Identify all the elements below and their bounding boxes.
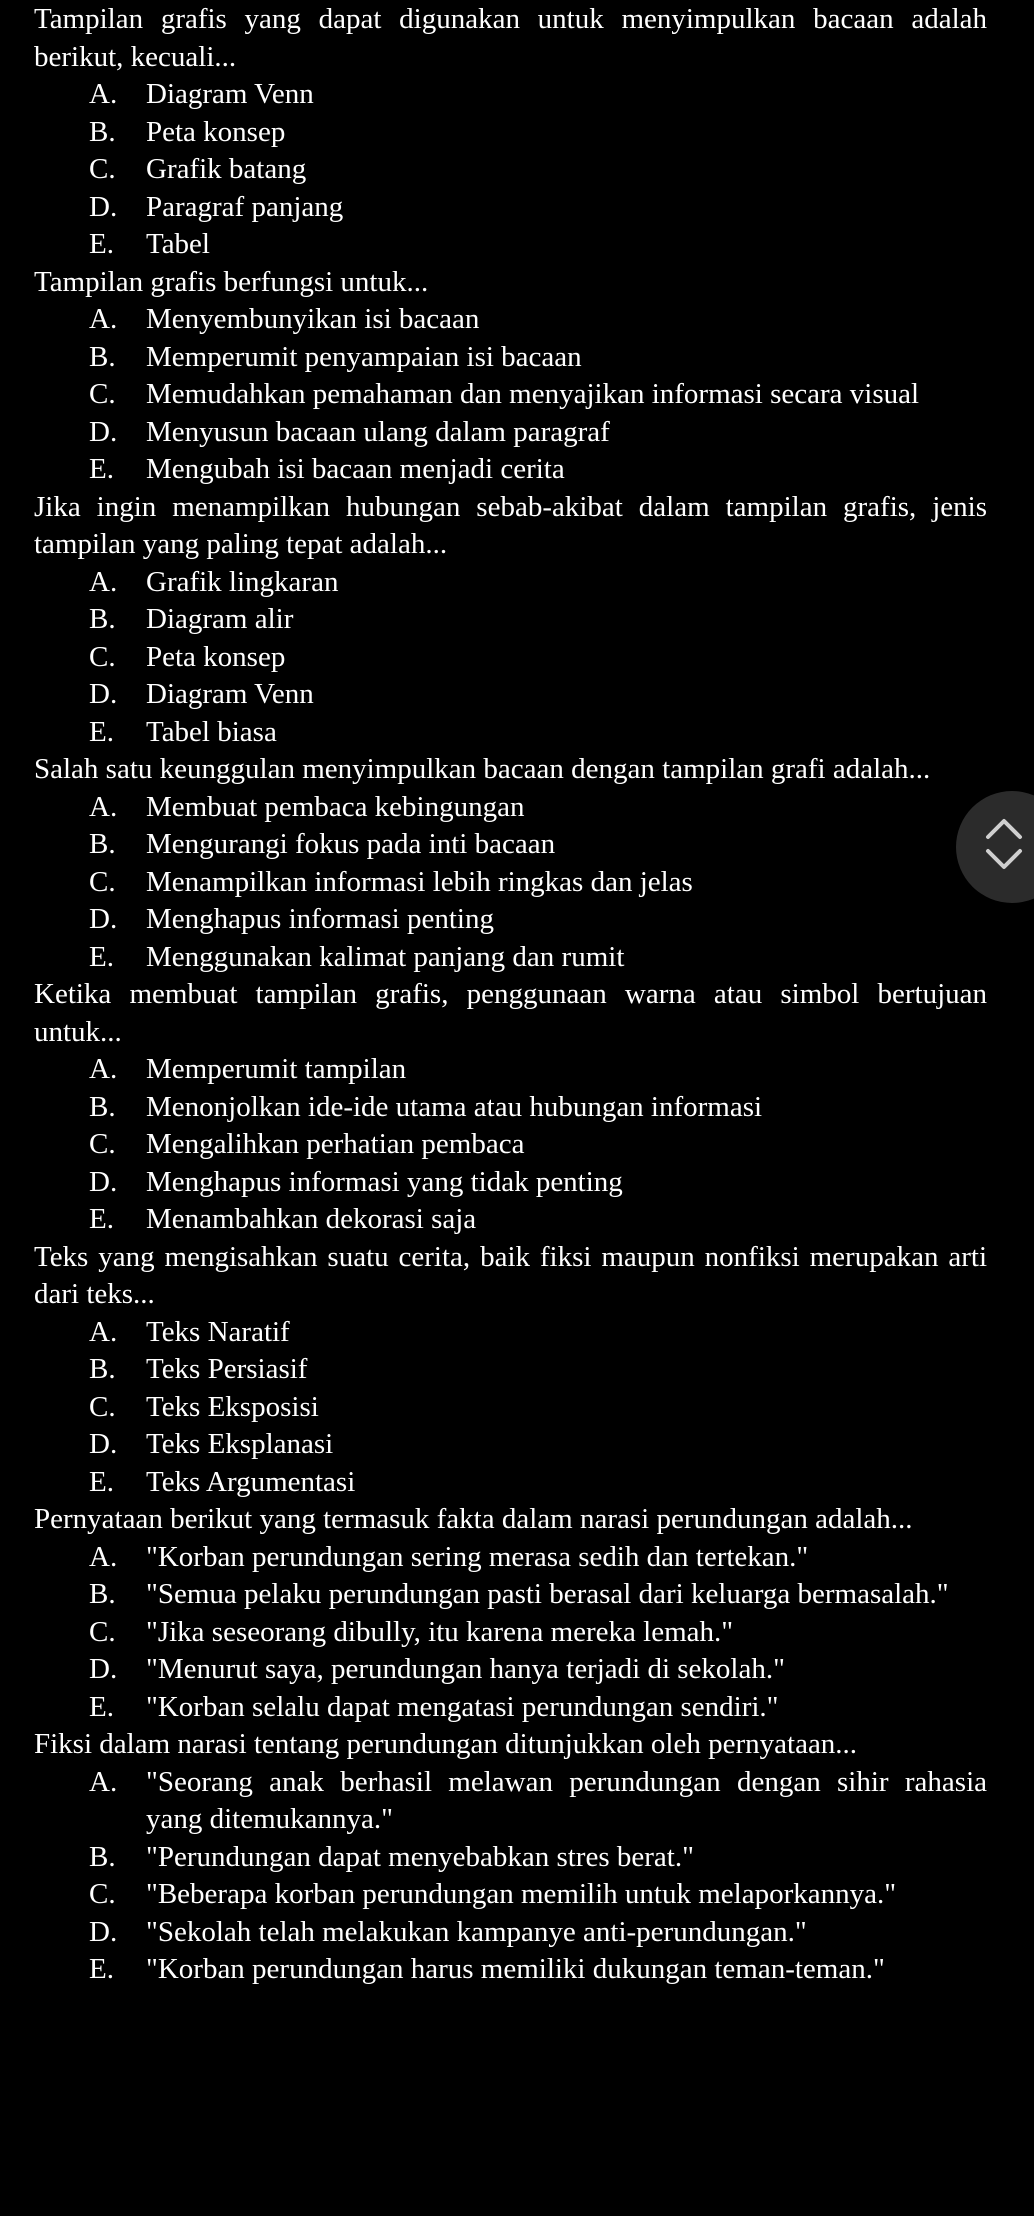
option-text: Menggunakan kalimat panjang dan rumit (146, 940, 625, 973)
answer-option (34, 226, 987, 264)
answer-option (34, 1614, 987, 1652)
question-block (34, 264, 987, 489)
option-letter: C. (89, 1390, 116, 1423)
answer-option (34, 564, 987, 602)
option-list (34, 1764, 987, 1989)
option-text: Menampilkan informasi lebih ringkas dan jelas (146, 865, 693, 898)
question-text: Ketika membuat tampilan grafis, penggunaan warna atau simbol bertujuan untuk... (34, 978, 987, 1048)
question-text: Salah satu keunggulan menyimpulkan bacaan dengan tampilan grafi adalah... (34, 753, 931, 785)
question-block (34, 489, 987, 752)
answer-option (34, 1876, 987, 1914)
option-letter: A. (89, 303, 118, 335)
option-text: Grafik batang (146, 153, 307, 185)
option-list (34, 789, 987, 977)
answer-option (34, 1951, 987, 1989)
option-letter: E. (89, 1690, 114, 1723)
option-text: Menghapus informasi penting (146, 903, 494, 935)
question-text: Pernyataan berikut yang termasuk fakta dalam narasi perundungan adalah... (34, 1503, 913, 1535)
option-text: Memperumit penyampaian isi bacaan (146, 340, 582, 373)
question-block (34, 1, 987, 264)
question-text: Tampilan grafis yang dapat digunakan untuk menyimpulkan bacaan adalah berikut, kecuali... (34, 3, 987, 73)
option-letter: B. (89, 828, 116, 860)
option-text: "Korban perundungan sering merasa sedih dan tertekan." (146, 1540, 809, 1573)
option-letter: E. (89, 1953, 114, 1985)
answer-option (34, 1314, 987, 1352)
option-letter: A. (89, 1540, 118, 1573)
option-letter: D. (89, 1915, 118, 1948)
option-text: Diagram Venn (146, 78, 314, 110)
option-text: Teks Naratif (146, 1315, 290, 1348)
option-text: "Sekolah telah melakukan kampanye anti-perundungan." (146, 1915, 807, 1948)
option-letter: C. (89, 865, 116, 898)
option-letter: C. (89, 640, 116, 673)
option-text: Teks Eksposisi (146, 1390, 319, 1423)
option-text: Mengubah isi bacaan menjadi cerita (146, 453, 565, 485)
option-letter: C. (89, 153, 116, 185)
option-text: Diagram alir (146, 603, 294, 635)
answer-option (34, 601, 987, 639)
option-letter: B. (89, 340, 116, 373)
option-letter: D. (89, 678, 118, 710)
question-block (34, 751, 987, 976)
option-list (34, 1314, 987, 1502)
answer-option (34, 301, 987, 339)
option-letter: A. (89, 790, 118, 823)
option-text: Tabel (146, 228, 210, 260)
answer-option (34, 376, 987, 414)
question-text: Tampilan grafis berfungsi untuk... (34, 265, 429, 298)
option-text: "Seorang anak berhasil melawan perundungan dengan sihir rahasia yang ditemukannya." (146, 1765, 987, 1835)
chevron-down-icon[interactable] (984, 845, 1024, 875)
option-text: Mengurangi fokus pada inti bacaan (146, 828, 556, 860)
answer-option (34, 1914, 987, 1952)
option-list (34, 76, 987, 264)
option-letter: D. (89, 1428, 118, 1460)
option-text: Teks Persiasif (146, 1353, 308, 1385)
answer-option (34, 339, 987, 377)
option-letter: D. (89, 415, 118, 448)
answer-option (34, 1351, 987, 1389)
answer-option (34, 1051, 987, 1089)
option-letter: D. (89, 190, 118, 223)
option-letter: C. (89, 1878, 116, 1910)
option-letter: B. (89, 1840, 116, 1873)
option-letter: E. (89, 1203, 114, 1235)
answer-option (34, 939, 987, 977)
option-letter: E. (89, 1465, 114, 1498)
answer-option (34, 1576, 987, 1614)
answer-option (34, 1839, 987, 1877)
option-letter: E. (89, 453, 114, 485)
question-text: Jika ingin menampilkan hubungan sebab-akibat dalam tampilan grafis, jenis tampilan yang paling tepat adalah... (34, 490, 987, 560)
option-letter: A. (89, 1053, 118, 1085)
question-block (34, 1501, 987, 1726)
option-text: "Beberapa korban perundungan memilih untuk melaporkannya." (146, 1878, 897, 1910)
option-text: Membuat pembaca kebingungan (146, 790, 525, 823)
option-text: Teks Eksplanasi (146, 1428, 334, 1460)
answer-option (34, 1539, 987, 1577)
answer-option (34, 676, 987, 714)
answer-option (34, 826, 987, 864)
option-text: Peta konsep (146, 115, 286, 148)
option-text: Menambahkan dekorasi saja (146, 1203, 477, 1235)
answer-option (34, 189, 987, 227)
question-block (34, 1239, 987, 1502)
answer-option (34, 76, 987, 114)
option-text: Menyusun bacaan ulang dalam paragraf (146, 415, 610, 448)
answer-option (34, 1164, 987, 1202)
option-list (34, 1539, 987, 1727)
option-text: Teks Argumentasi (146, 1465, 356, 1498)
answer-option (34, 414, 987, 452)
question-text: Teks yang mengisahkan suatu cerita, baik fiksi maupun nonfiksi merupakan arti dari teks... (34, 1240, 987, 1310)
option-letter: B. (89, 1090, 116, 1123)
option-letter: B. (89, 603, 116, 635)
option-text: Mengalihkan perhatian pembaca (146, 1128, 525, 1160)
option-text: Menonjolkan ide-ide utama atau hubungan informasi (146, 1090, 763, 1123)
option-text: Menyembunyikan isi bacaan (146, 303, 480, 335)
answer-option (34, 1464, 987, 1502)
option-letter: B. (89, 1353, 116, 1385)
option-text: "Menurut saya, perundungan hanya terjadi di sekolah." (146, 1653, 785, 1685)
answer-option (34, 864, 987, 902)
option-list (34, 564, 987, 752)
answer-option (34, 901, 987, 939)
option-letter: E. (89, 715, 114, 748)
option-text: Memudahkan pemahaman dan menyajikan informasi secara visual (146, 378, 920, 410)
option-text: "Korban perundungan harus memiliki dukungan teman-teman." (146, 1953, 885, 1985)
answer-option (34, 1089, 987, 1127)
question-block (34, 1726, 987, 1989)
answer-option (34, 714, 987, 752)
answer-option (34, 1126, 987, 1164)
option-letter: B. (89, 1578, 116, 1610)
answer-option (34, 1764, 987, 1839)
option-list (34, 1051, 987, 1239)
answer-option (34, 1689, 987, 1727)
option-letter: D. (89, 903, 118, 935)
option-text: Diagram Venn (146, 678, 314, 710)
answer-option (34, 1651, 987, 1689)
option-letter: A. (89, 1765, 118, 1798)
option-letter: D. (89, 1653, 118, 1685)
option-list (34, 301, 987, 489)
answer-option (34, 1389, 987, 1427)
option-text: Peta konsep (146, 640, 286, 673)
option-text: Tabel biasa (146, 715, 277, 748)
question-text: Fiksi dalam narasi tentang perundungan ditunjukkan oleh pernyataan... (34, 1728, 858, 1760)
option-text: Menghapus informasi yang tidak penting (146, 1165, 623, 1198)
option-letter: C. (89, 378, 116, 410)
option-letter: E. (89, 940, 114, 973)
option-letter: C. (89, 1615, 116, 1648)
option-letter: E. (89, 228, 114, 260)
option-letter: A. (89, 565, 118, 598)
quiz-document (34, 1, 987, 1989)
answer-option (34, 789, 987, 827)
answer-option (34, 1426, 987, 1464)
option-letter: A. (89, 78, 118, 110)
option-text: "Perundungan dapat menyebabkan stres berat." (146, 1840, 694, 1873)
option-text: "Semua pelaku perundungan pasti berasal dari keluarga bermasalah." (146, 1578, 949, 1610)
answer-option (34, 639, 987, 677)
option-text: "Korban selalu dapat mengatasi perundungan sendiri." (146, 1690, 779, 1723)
option-letter: D. (89, 1165, 118, 1198)
answer-option (34, 114, 987, 152)
option-text: "Jika seseorang dibully, itu karena mereka lemah." (146, 1615, 734, 1648)
option-letter: B. (89, 115, 116, 148)
answer-option (34, 1201, 987, 1239)
answer-option (34, 151, 987, 189)
option-letter: A. (89, 1315, 118, 1348)
option-text: Paragraf panjang (146, 190, 344, 223)
option-text: Memperumit tampilan (146, 1053, 407, 1085)
option-letter: C. (89, 1128, 116, 1160)
chevron-up-icon[interactable] (984, 813, 1024, 843)
option-text: Grafik lingkaran (146, 565, 339, 598)
answer-option (34, 451, 987, 489)
question-block (34, 976, 987, 1239)
